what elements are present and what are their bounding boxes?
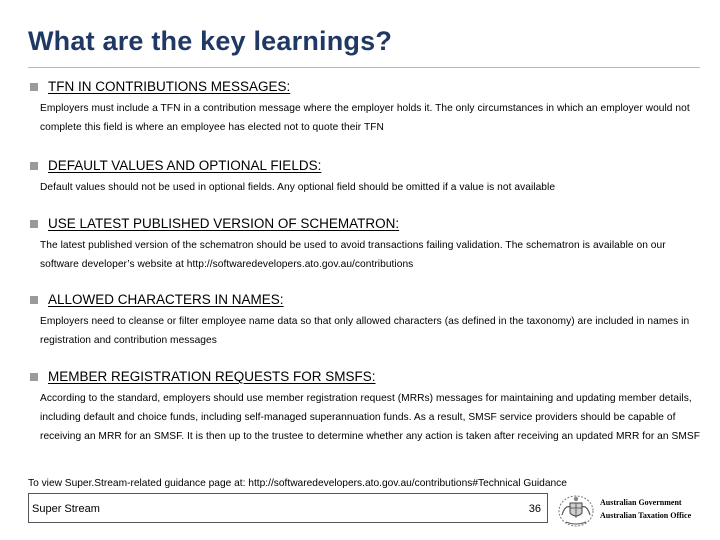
section-heading-text: USE LATEST PUBLISHED VERSION OF SCHEMATRON: [48, 216, 400, 231]
section-body: According to the standard, employers should use member registration request (MRRs) messages for maintaining and updating member details, including default and choice funds, including self-managed superannuation funds. As a result, SMSF service providers should be capable of receiving an MRR for an SMSF. It is then up to the trustee to determine whether any action is taken after receiving an updated MRR for an SMSF [40, 393, 700, 442]
square-bullet-icon [30, 296, 38, 304]
section-body: Employers must include a TFN in a contribution message where the employer holds it. The only circumstances in which an employer would not complete this field is where an employee has elected not to quote their TFN [40, 103, 690, 133]
logo-text-ato: Australian Taxation Office [600, 511, 692, 520]
section-heading [28, 368, 700, 386]
section-heading-text: MEMBER REGISTRATION REQUESTS FOR SMSFS: [48, 369, 376, 384]
section-member-registration [28, 368, 700, 446]
section-body: Default values should not be used in optional fields. Any optional field should be omitted if a value is not available [40, 182, 556, 193]
square-bullet-icon [30, 373, 38, 381]
section-heading [28, 78, 700, 96]
section-heading [28, 215, 700, 233]
section-body: The latest published version of the schematron should be used to avoid transactions failing validation. The schematron is available on our software developer’s website at http://softwaredevelopers.ato.gov.au/contributions [40, 240, 666, 270]
section-allowed-characters [28, 291, 700, 350]
section-heading [28, 157, 700, 175]
square-bullet-icon [30, 162, 38, 170]
page-title: What are the key learnings? [28, 26, 393, 56]
footer-label: Super Stream [32, 503, 100, 515]
section-heading [28, 291, 700, 309]
section-heading-text: DEFAULT VALUES AND OPTIONAL FIELDS: [48, 158, 322, 173]
government-logo [556, 493, 716, 529]
section-tfn [28, 78, 700, 137]
section-heading-text: TFN IN CONTRIBUTIONS MESSAGES: [48, 79, 291, 94]
section-default-values [28, 157, 700, 197]
section-schematron [28, 215, 700, 274]
section-heading-text: ALLOWED CHARACTERS IN NAMES: [48, 292, 284, 307]
section-body: Employers need to cleanse or filter employee name data so that only allowed characters (as defined in the taxonomy) are included in names in registration and contribution messages [40, 316, 690, 346]
footer-bar [28, 493, 548, 523]
title-divider [28, 67, 700, 68]
coat-of-arms-icon [556, 493, 596, 529]
logo-text-government: Australian Government [600, 498, 682, 507]
square-bullet-icon [30, 220, 38, 228]
square-bullet-icon [30, 83, 38, 91]
guidance-link-note: To view Super.Stream-related guidance page at: http://softwaredevelopers.ato.gov.au/contributions#Technical Guidance [28, 478, 567, 489]
page-number: 36 [528, 503, 541, 515]
